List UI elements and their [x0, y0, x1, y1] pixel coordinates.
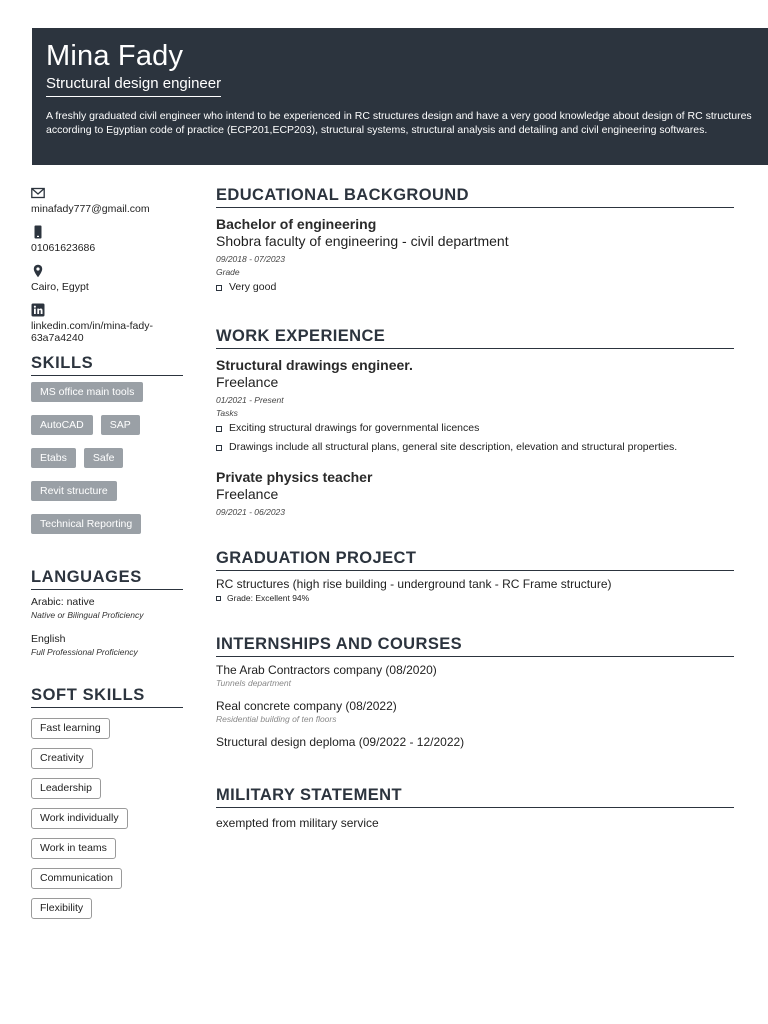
- language-item: [31, 633, 183, 658]
- skill-tag: AutoCAD: [31, 415, 93, 435]
- job-org: Freelance: [216, 486, 279, 502]
- contact-phone: [31, 225, 183, 254]
- soft-skill-tag: Work individually: [31, 808, 128, 829]
- project-text: RC structures (high rise building - underground tank - RC Frame structure): [216, 577, 612, 591]
- course-note: Tunnels department: [216, 678, 291, 688]
- soft-skills-section: [31, 686, 183, 928]
- job-title-text: Private physics teacher: [216, 469, 373, 485]
- task-bullet: Drawings include all structural plans, general site description, elevation and structural properties.: [216, 438, 734, 457]
- job-dates: 09/2021 - 06/2023: [216, 507, 286, 517]
- course-item: [216, 735, 734, 750]
- envelope-icon: [31, 186, 45, 200]
- candidate-name: Mina Fady: [46, 40, 184, 72]
- course-item: [216, 663, 734, 689]
- bullet-square-icon: [216, 426, 222, 432]
- skill-tag: Etabs: [31, 448, 76, 468]
- language-level: Native or Bilingual Proficiency: [31, 610, 144, 620]
- linkedin-icon: [31, 303, 45, 317]
- contact-email: [31, 186, 183, 215]
- job-entry: [216, 357, 734, 457]
- soft-skill-tag: Communication: [31, 868, 122, 889]
- job-org: Freelance: [216, 374, 279, 390]
- resume-header: [32, 28, 768, 165]
- location-text: Cairo, Egypt: [31, 281, 89, 293]
- course-note: Residential building of ten floors: [216, 714, 337, 724]
- job-title-text: Structural drawings engineer.: [216, 357, 413, 373]
- education-dates: 09/2018 - 07/2023: [216, 254, 286, 264]
- contact-linkedin: [31, 303, 183, 344]
- phone-text: 01061623686: [31, 242, 96, 254]
- job-title: Structural design engineer: [46, 74, 221, 97]
- bullet-square-icon: [216, 285, 222, 291]
- task-bullet: Exciting structural drawings for governmental licences: [216, 419, 734, 438]
- job-dates: 01/2021 - Present: [216, 395, 284, 405]
- language-item: [31, 596, 183, 621]
- grade-bullet: Very good: [216, 278, 734, 297]
- skills-heading: SKILLS: [31, 354, 183, 376]
- school-name: Shobra faculty of engineering - civil department: [216, 233, 509, 249]
- languages-section: [31, 568, 183, 658]
- language-level: Full Professional Proficiency: [31, 647, 138, 657]
- soft-skill-tag: Fast learning: [31, 718, 110, 739]
- main-content: [216, 186, 734, 851]
- graduation-section: [216, 549, 734, 605]
- education-heading: EDUCATIONAL BACKGROUND: [216, 186, 734, 208]
- skill-tag: Revit structure: [31, 481, 117, 501]
- profile-summary: A freshly graduated civil engineer who intend to be experienced in RC structures design and have a very good knowledge about design of RC structures according to Egyptian code of practice (ECP201,ECP203), structural systems, structural analysis and detailing and civil engineering softwares.: [46, 110, 752, 136]
- job-entry: [216, 469, 734, 519]
- soft-skill-tag: Flexibility: [31, 898, 92, 919]
- military-section: [216, 786, 734, 831]
- education-section: [216, 186, 734, 297]
- linkedin-text[interactable]: linkedin.com/in/mina-fady-63a7a4240: [31, 320, 153, 344]
- project-grade: Grade: Excellent 94%: [216, 592, 734, 605]
- phone-icon: [31, 225, 45, 239]
- military-text: exempted from military service: [216, 816, 379, 830]
- tasks-label: Tasks: [216, 408, 238, 418]
- course-item: [216, 699, 734, 725]
- email-text[interactable]: minafady777@gmail.com: [31, 203, 150, 215]
- language-name: Arabic: native: [31, 596, 95, 608]
- course-title: Structural design deploma (09/2022 - 12/2022): [216, 735, 465, 749]
- military-heading: MILITARY STATEMENT: [216, 786, 734, 808]
- work-heading: WORK EXPERIENCE: [216, 327, 734, 349]
- grade-label: Grade: [216, 267, 240, 277]
- internships-heading: INTERNSHIPS AND COURSES: [216, 635, 734, 657]
- soft-skill-tag: Leadership: [31, 778, 101, 799]
- location-pin-icon: [31, 264, 45, 278]
- skill-tag: Technical Reporting: [31, 514, 141, 534]
- soft-skills-heading: SOFT SKILLS: [31, 686, 183, 708]
- internships-section: [216, 635, 734, 750]
- skill-tag: Safe: [84, 448, 124, 468]
- skills-section: [31, 354, 183, 534]
- skill-tag: MS office main tools: [31, 382, 143, 402]
- bullet-square-icon: [216, 445, 222, 451]
- graduation-heading: GRADUATION PROJECT: [216, 549, 734, 571]
- work-section: [216, 327, 734, 519]
- soft-skill-tag: Work in teams: [31, 838, 116, 859]
- soft-skill-tag: Creativity: [31, 748, 93, 769]
- course-title: Real concrete company (08/2022): [216, 699, 397, 713]
- skill-tag: SAP: [101, 415, 140, 435]
- sidebar: [31, 186, 183, 928]
- contact-location: [31, 264, 183, 293]
- language-name: English: [31, 633, 66, 645]
- degree-title: Bachelor of engineering: [216, 216, 377, 232]
- course-title: The Arab Contractors company (08/2020): [216, 663, 437, 677]
- languages-heading: LANGUAGES: [31, 568, 183, 590]
- bullet-square-icon: [216, 596, 221, 601]
